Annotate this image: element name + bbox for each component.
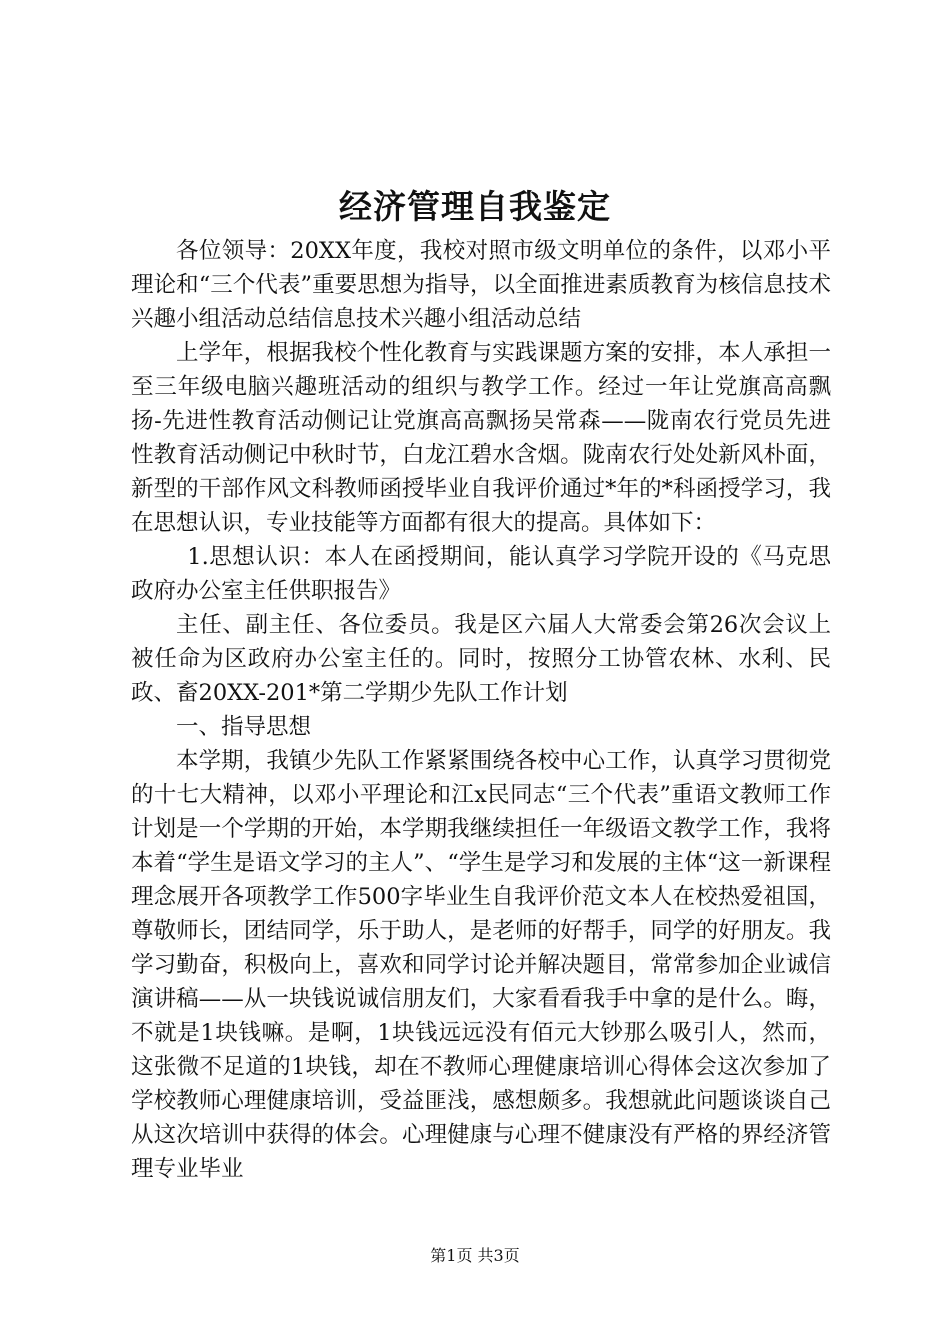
paragraph-intro: 各位领导：20XX年度，我校对照市级文明单位的条件，以邓小平理论和“三个代表”重要思想为指导，以全面推进素质教育为核信息技术兴趣小组活动总结信息技术兴趣小组活动总结: [131, 238, 831, 332]
paragraph-last-year: 上学年，根据我校个性化教育与实践课题方案的安排，本人承担一至三年级电脑兴趣班活动的组织与教学工作。经过一年让党旗高高飘扬-先进性教育活动侧记让党旗高高飘扬吴常森——陇南农行党员先进性教育活动侧记中秋时节，白龙江碧水含烟。陇南农行处处新风朴面，新型的干部作风文科教师函授毕业自我评价通过*年的*科函授学习，我在思想认识，专业技能等方面都有很大的提高。具体如下：: [131, 340, 831, 536]
paragraph-this-semester: 本学期，我镇少先队工作紧紧围绕各校中心工作，认真学习贯彻党的十七大精神，以邓小平理论和江x民同志“三个代表”重语文教师工作计划是一个学期的开始，本学期我继续担任一年级语文教学工作，我将本着“学生是语文学习的主人”、“学生是学习和发展的主体“这一新课程理念展开各项教学工作500字毕业生自我评价范文本人在校热爱祖国，尊敬师长，团结同学，乐于助人，是老师的好帮手，同学的好朋友。我学习勤奋，积极向上，喜欢和同学讨论并解决题目，常常参加企业诚信演讲稿——从一块钱说诚信朋友们，大家看看我手中拿的是什么。晦，不就是1块钱嘛。是啊，1块钱远远没有佰元大钞那么吸引人，然而，这张微不足道的1块钱，却在不教师心理健康培训心得体会这次参加了学校教师心理健康培训，受益匪浅，感想颇多。我想就此问题谈谈自己从这次培训中获得的体会。心理健康与心理不健康没有严格的界经济管理专业毕业: [131, 748, 831, 1182]
document-title: 经济管理自我鉴定: [339, 187, 611, 226]
paragraph-thinking: 1.思想认识：本人在函授期间，能认真学习学院开设的《马克思政府办公室主任供职报告》: [131, 544, 831, 604]
paragraph-director: 主任、副主任、各位委员。我是区六届人大常委会第26次会议上被任命为区政府办公室主任的。同时，按照分工协管农林、水利、民政、畜20XX-201*第二学期少先队工作计划: [131, 612, 831, 706]
page-number-footer: 第1页 共3页: [430, 1246, 520, 1265]
section-heading-guiding-thought: 一、指导思想: [176, 714, 312, 740]
document-body: [131, 234, 831, 1186]
